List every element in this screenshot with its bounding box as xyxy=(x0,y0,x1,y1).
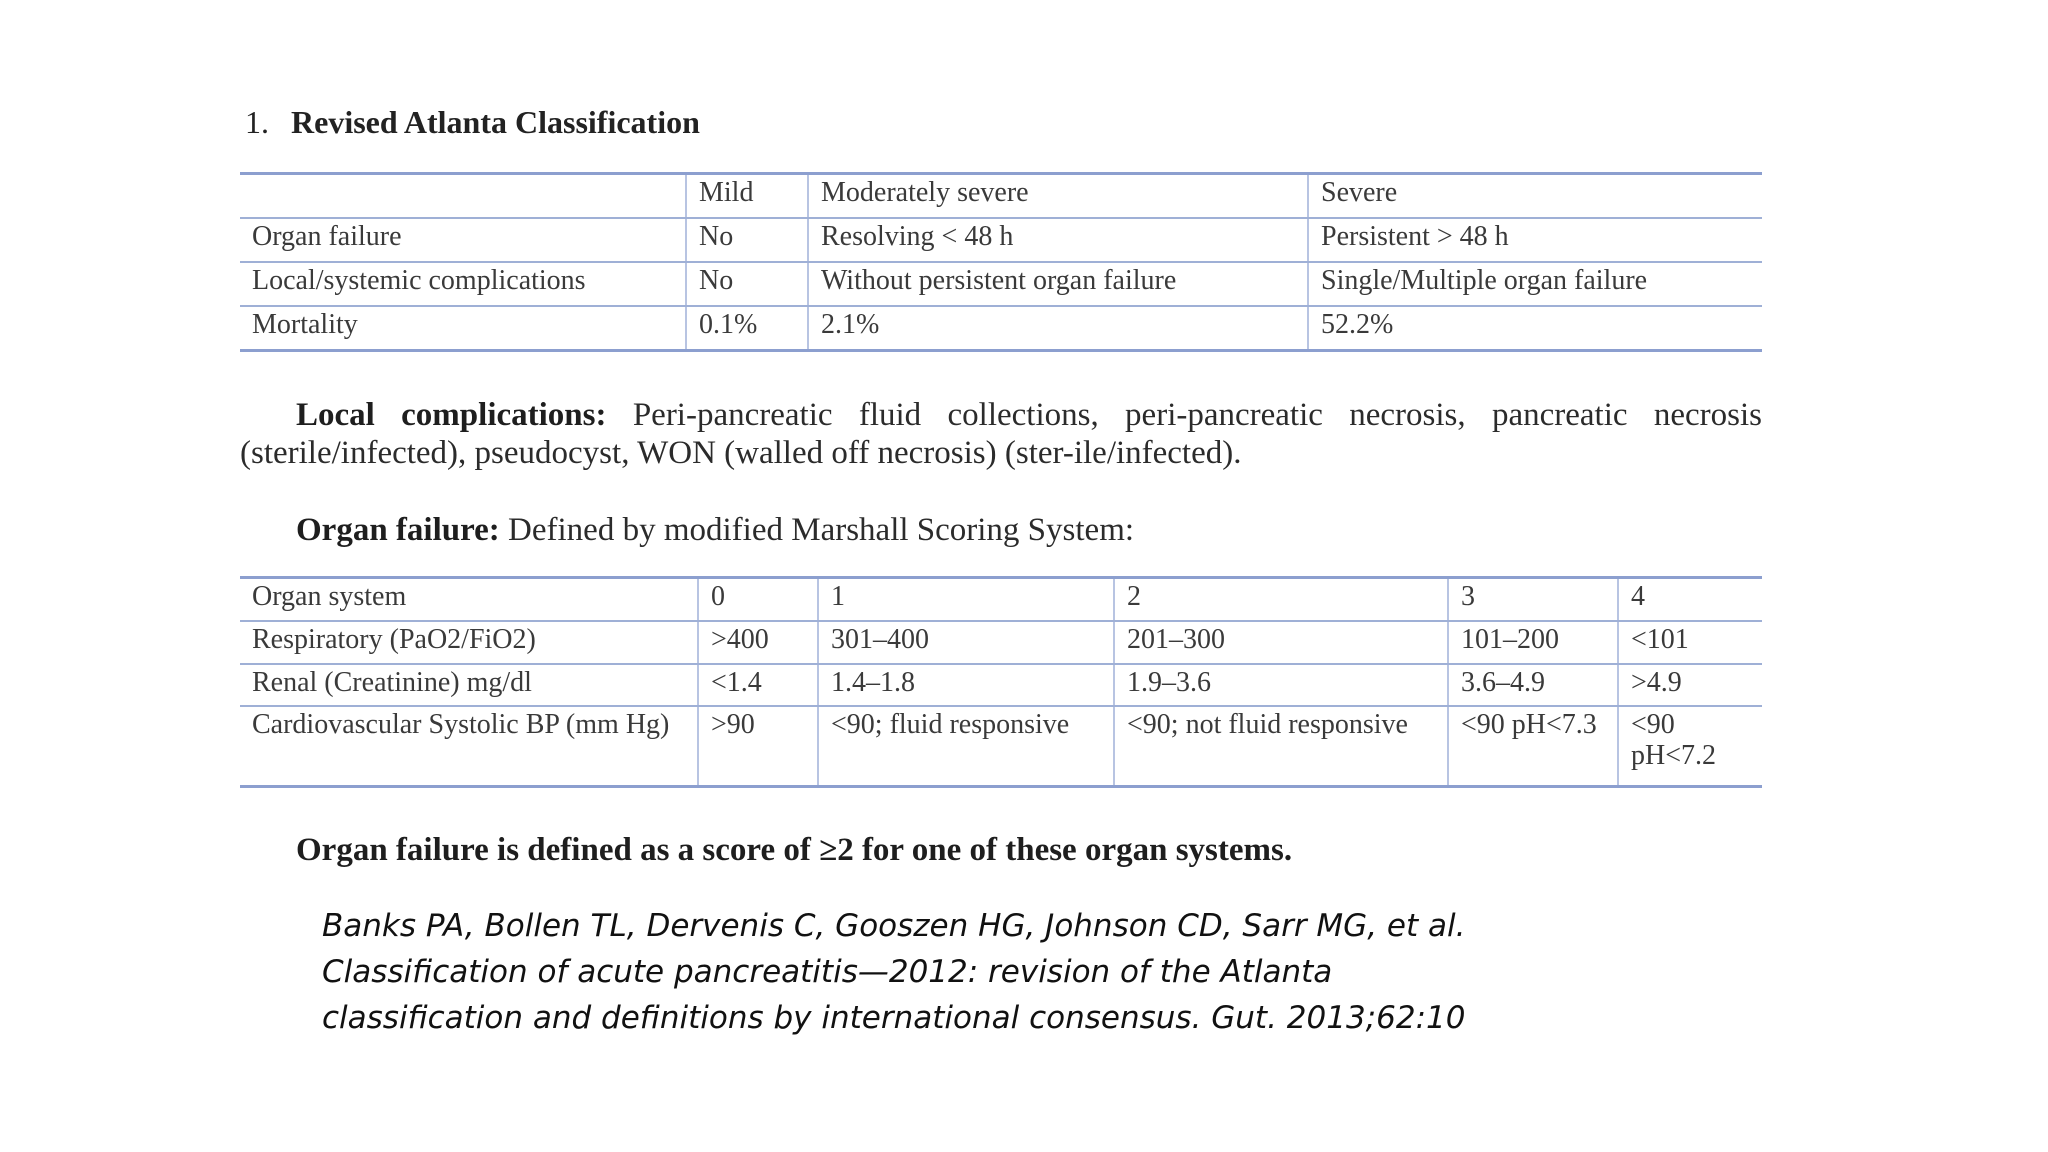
table-cell: Respiratory (PaO2/FiO2) xyxy=(240,621,698,664)
local-complications-label: Local complications: xyxy=(296,397,607,433)
table-header-cell: 3 xyxy=(1448,578,1618,621)
table-header-cell: Mild xyxy=(686,174,808,219)
table-header-cell xyxy=(240,174,686,219)
local-complications-paragraph xyxy=(240,396,1762,472)
table-cell: 301–400 xyxy=(818,621,1114,664)
table-cell: 201–300 xyxy=(1114,621,1448,664)
table-cell: Renal (Creatinine) mg/dl xyxy=(240,664,698,707)
table-cell: <90; not fluid responsive xyxy=(1114,706,1448,786)
table-cell: Without persistent organ failure xyxy=(808,262,1308,306)
table-row xyxy=(240,621,1762,664)
table-cell: Persistent > 48 h xyxy=(1308,218,1762,262)
atlanta-classification-table xyxy=(240,172,1762,352)
table-cell: Mortality xyxy=(240,306,686,351)
table-cell: >4.9 xyxy=(1618,664,1762,707)
table-header-row xyxy=(240,578,1762,621)
table-cell: Local/systemic complications xyxy=(240,262,686,306)
table-header-cell: 2 xyxy=(1114,578,1448,621)
table-cell: <101 xyxy=(1618,621,1762,664)
table-header-cell: Moderately severe xyxy=(808,174,1308,219)
citation-line: Classification of acute pancreatitis—2012: revision of the Atlanta xyxy=(322,954,1333,990)
citation-line: classification and definitions by international consensus. Gut. 2013;62:10 xyxy=(322,1000,1466,1036)
local-complications-text: Peri-pancreatic fluid collections, peri-pancreatic necrosis, pancreatic necrosis (sterile/infected), pseudocyst, WON (walled off necrosis) (ster-ile/infected). xyxy=(240,397,1762,471)
table-cell: Cardiovascular Systolic BP (mm Hg) xyxy=(240,706,698,786)
table-header-cell: 4 xyxy=(1618,578,1762,621)
table-cell: <90 pH<7.3 xyxy=(1448,706,1618,786)
table-cell: 101–200 xyxy=(1448,621,1618,664)
section-heading xyxy=(245,104,700,141)
table-cell: 0.1% xyxy=(686,306,808,351)
table-cell: <90 pH<7.2 xyxy=(1618,706,1762,786)
table-row xyxy=(240,262,1762,306)
table-cell: 3.6–4.9 xyxy=(1448,664,1618,707)
table-cell: 1.4–1.8 xyxy=(818,664,1114,707)
table-cell: Resolving < 48 h xyxy=(808,218,1308,262)
table-cell: Organ failure xyxy=(240,218,686,262)
citation xyxy=(322,903,1622,1041)
table-cell: <1.4 xyxy=(698,664,818,707)
table-header-cell: Organ system xyxy=(240,578,698,621)
section-title: Revised Atlanta Classification xyxy=(291,104,700,140)
organ-failure-text: Defined by modified Marshall Scoring System: xyxy=(499,512,1135,548)
table-cell: 1.9–3.6 xyxy=(1114,664,1448,707)
table-cell: >90 xyxy=(698,706,818,786)
table-row xyxy=(240,218,1762,262)
table-cell: 2.1% xyxy=(808,306,1308,351)
table-row xyxy=(240,306,1762,351)
table-header-cell: 1 xyxy=(818,578,1114,621)
table-cell: No xyxy=(686,262,808,306)
table-row xyxy=(240,706,1762,786)
table-cell: >400 xyxy=(698,621,818,664)
table-header-cell: 0 xyxy=(698,578,818,621)
organ-failure-definition: Organ failure is defined as a score of ≥2 for one of these organ systems. xyxy=(296,832,1293,868)
organ-failure-paragraph xyxy=(240,511,1762,549)
citation-line: Banks PA, Bollen TL, Dervenis C, Gooszen HG, Johnson CD, Sarr MG, et al. xyxy=(322,908,1466,944)
table-cell: 52.2% xyxy=(1308,306,1762,351)
table-header-cell: Severe xyxy=(1308,174,1762,219)
table-header-row xyxy=(240,174,1762,219)
table-row xyxy=(240,664,1762,707)
section-number: 1. xyxy=(245,104,269,140)
table-cell: No xyxy=(686,218,808,262)
marshall-scoring-table xyxy=(240,576,1762,788)
organ-failure-label: Organ failure: xyxy=(296,512,500,548)
table-cell: <90; fluid responsive xyxy=(818,706,1114,786)
table-cell: Single/Multiple organ failure xyxy=(1308,262,1762,306)
